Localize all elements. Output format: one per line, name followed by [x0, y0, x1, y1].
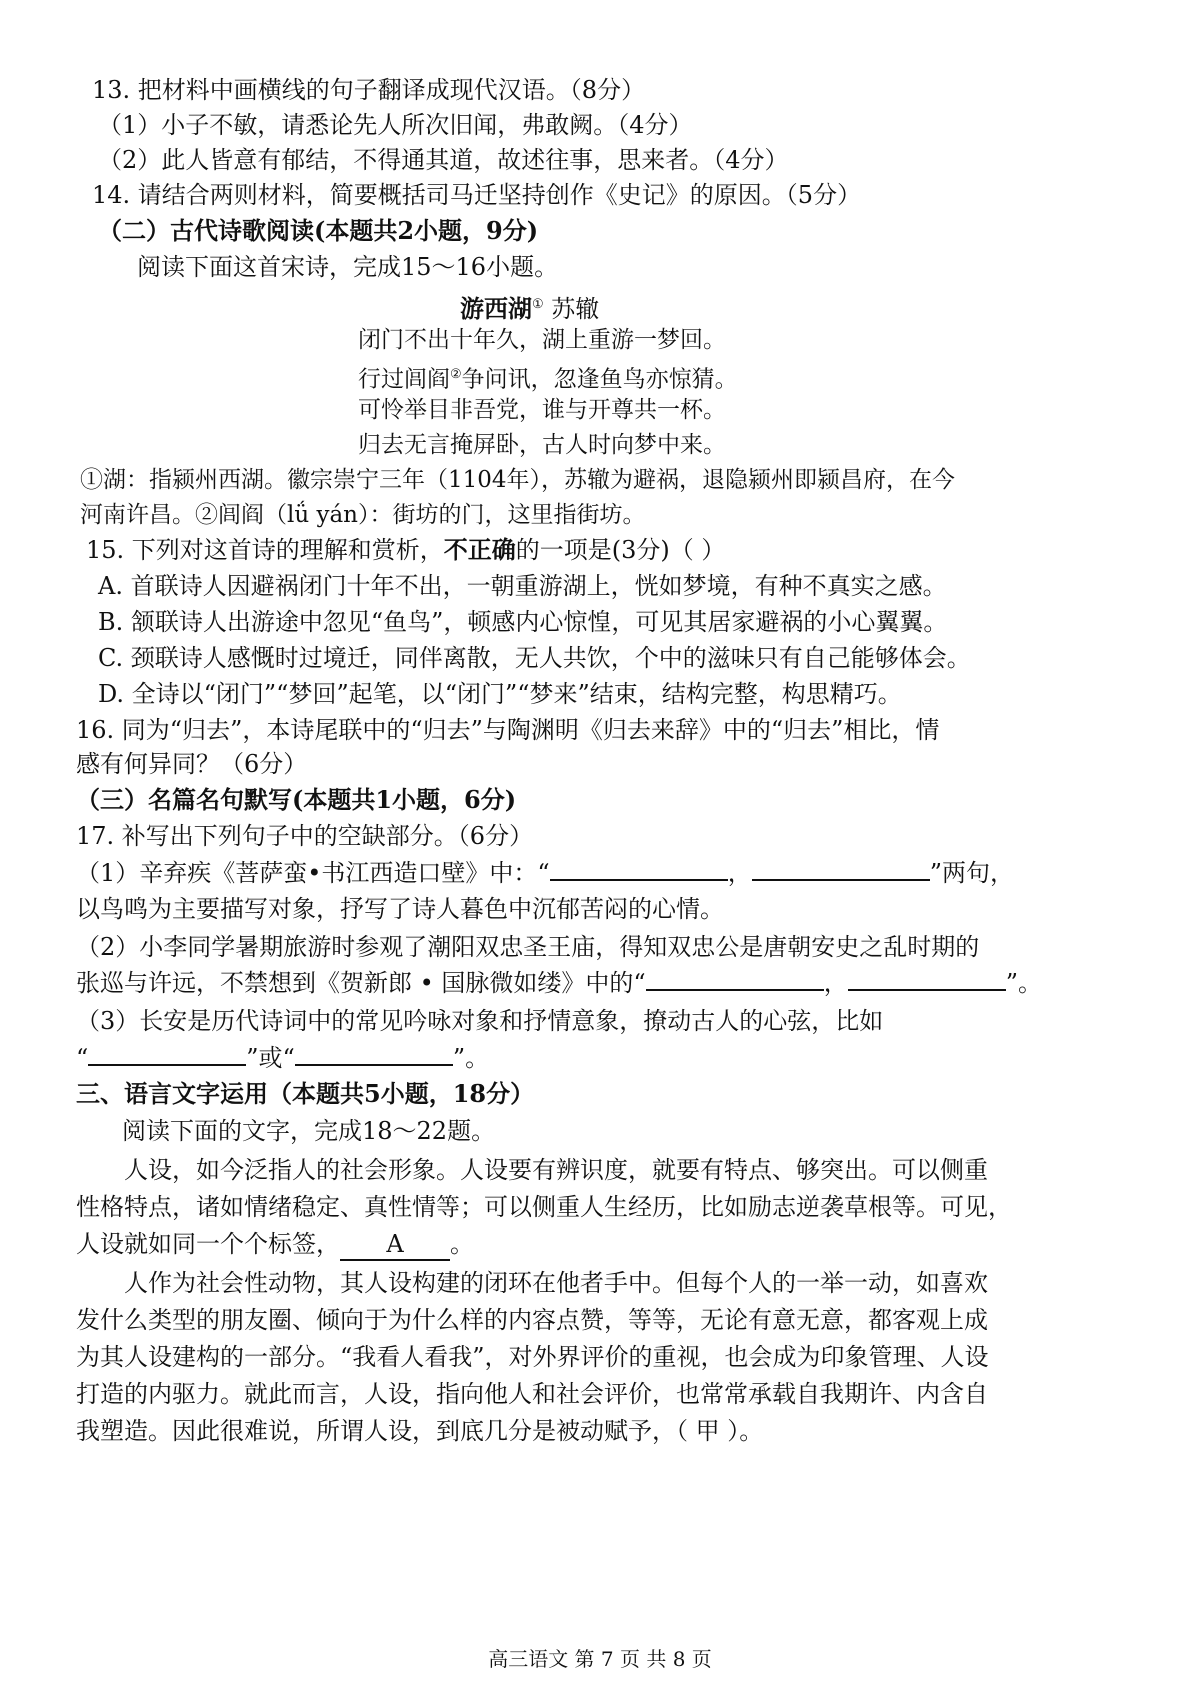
- poem-author: 苏辙: [551, 295, 600, 323]
- q17-1-text-c: ”两句，: [929, 859, 1014, 887]
- poem-title: 游西湖: [460, 294, 532, 323]
- poem-note-1: ①湖：指颍州西湖。徽宗崇宁三年（1104年），苏辙为避祸，退隐颍州即颍昌府，在今: [80, 467, 956, 493]
- q17-3-text-b: ”或“: [246, 1044, 295, 1072]
- passage-p2-line-3: 为其人设建构的一部分。“我看人看我”，对外界评价的重视，也会成为印象管理、人设: [76, 1343, 989, 1371]
- q17-item-2-line-1: （2）小李同学暑期旅游时参观了潮阳双忠圣王庙，得知双忠公是唐朝安史之乱时期的: [76, 933, 980, 961]
- poem-note-mark-2: ②: [450, 367, 462, 382]
- passage-p1-line-3-a: 人设就如同一个个标签，: [76, 1230, 340, 1258]
- passage-p1-line-3-b: 。: [450, 1230, 474, 1258]
- poem-note-mark-1: ①: [532, 297, 544, 312]
- q17-3-text-a: “: [76, 1044, 89, 1072]
- passage-p1-line-1: 人设，如今泛指人的社会形象。人设要有辨识度，就要有特点、够突出。可以侧重: [124, 1156, 988, 1184]
- q15-option-c: C. 颈联诗人感慨时过境迁，同伴离散，无人共饮，个中的滋味只有自己能够体会。: [98, 644, 971, 672]
- q16-line-2: 感有何异同？（6分）: [76, 750, 308, 778]
- q17-1-blank-2[interactable]: [752, 857, 930, 881]
- q15-option-a: A. 首联诗人因避祸闭门十年不出，一朝重游湖上，恍如梦境，有种不真实之感。: [98, 572, 947, 600]
- passage-p2-line-5: 我塑造。因此很难说，所谓人设，到底几分是被动赋予，（ 甲 ）。: [76, 1417, 764, 1445]
- q17-item-3-line-2: [76, 1040, 489, 1076]
- q15-stem: [86, 532, 725, 568]
- page-footer: 高三语文 第 7 页 共 8 页: [488, 1647, 712, 1671]
- q13-sentence-1: （1）小子不敏，请悉论先人所次旧闻，弗敢阙。（4分）: [98, 111, 693, 139]
- passage-p2-line-4: 打造的内驱力。就此而言，人设，指向他人和社会评价，也常常承载自我期许、内含自: [76, 1380, 988, 1408]
- poem-title-line: [460, 287, 599, 327]
- poem-note-2: 河南许昌。②闾阎（lǘ yán）：街坊的门，这里指街坊。: [80, 502, 646, 528]
- q13-sentence-2: （2）此人皆意有郁结，不得通其道，故述往事，思来者。（4分）: [98, 146, 789, 174]
- passage-p1-line-2: 性格特点，诸如情绪稳定、真性情等；可以侧重人生经历，比如励志逆袭草根等。可见，: [76, 1193, 1012, 1221]
- q17-item-3-line-1: （3）长安是历代诗词中的常见吟咏对象和抒情意象，撩动古人的心弦，比如: [76, 1007, 884, 1035]
- q17-2-text-a: 张巡与许远，不禁想到《贺新郎 • 国脉微如缕》中的“: [76, 969, 646, 997]
- poem-line-2-b: 争问讯，忽逢鱼鸟亦惊猜。: [461, 366, 738, 393]
- q15-stem-b: 的一项是(3分)（ ）: [515, 536, 726, 564]
- poem-line-4: 归去无言掩屏卧，古人时向梦中来。: [358, 432, 726, 458]
- section-3-heading: （三）名篇名句默写(本题共1小题，6分): [76, 785, 517, 814]
- q15-stem-bold: 不正确: [443, 535, 516, 564]
- blank-a[interactable]: A: [340, 1229, 450, 1261]
- q17-2-text-c: ”。: [1005, 969, 1042, 997]
- passage-p2-line-2: 发什么类型的朋友圈、倾向于为什么样的内容点赞，等等，无论有意无意，都客观上成: [76, 1306, 988, 1334]
- q17-1-blank-1[interactable]: [550, 857, 728, 881]
- q17-item-2-line-2: [76, 965, 1042, 1001]
- q17-3-blank-1[interactable]: [88, 1042, 246, 1066]
- q17-1-text-a: （1）辛弃疾《菩萨蛮•书江西造口壁》中：“: [76, 859, 550, 887]
- part-3-intro: 阅读下面的文字，完成18～22题。: [122, 1117, 496, 1145]
- poem-line-3: 可怜举目非吾党，谁与开尊共一杯。: [358, 397, 726, 423]
- poem-line-2-a: 行过闾阎: [358, 366, 450, 393]
- q17-item-1-line-2: 以鸟鸣为主要描写对象，抒写了诗人暮色中沉郁苦闷的心情。: [76, 895, 724, 923]
- q17-3-blank-2[interactable]: [295, 1042, 453, 1066]
- section-2-intro: 阅读下面这首宋诗，完成15～16小题。: [137, 253, 559, 281]
- q13-title: 13. 把材料中画横线的句子翻译成现代汉语。（8分）: [92, 76, 646, 104]
- q15-stem-a: 15. 下列对这首诗的理解和赏析，: [86, 536, 444, 564]
- q17-title: 17. 补写出下列句子中的空缺部分。（6分）: [76, 822, 534, 850]
- passage-p2-line-1: 人作为社会性动物，其人设构建的闭环在他者手中。但每个人的一举一动，如喜欢: [124, 1269, 988, 1297]
- q17-2-text-b: ，: [823, 969, 848, 997]
- q17-1-text-b: ，: [727, 859, 752, 887]
- q16-line-1: 16. 同为“归去”，本诗尾联中的“归去”与陶渊明《归去来辞》中的“归去”相比，情: [76, 716, 940, 744]
- poem-line-1: 闭门不出十年久，湖上重游一梦回。: [358, 327, 726, 353]
- q17-2-blank-1[interactable]: [646, 967, 824, 991]
- passage-p1-line-3: [76, 1226, 474, 1262]
- q15-option-b: B. 颔联诗人出游途中忽见“鱼鸟”，顿感内心惊惶，可见其居家避祸的小心翼翼。: [98, 608, 948, 636]
- q14-title: 14. 请结合两则材料，简要概括司马迁坚持创作《史记》的原因。（5分）: [92, 181, 862, 209]
- part-3-heading: 三、语言文字运用（本题共5小题，18分）: [76, 1079, 535, 1108]
- q17-2-blank-2[interactable]: [848, 967, 1006, 991]
- q17-item-1-line-1: [76, 855, 1014, 891]
- q17-3-text-c: ”。: [452, 1044, 490, 1072]
- section-2-heading: （二）古代诗歌阅读(本题共2小题，9分): [98, 216, 539, 245]
- q15-option-d: D. 全诗以“闭门”“梦回”起笔，以“闭门”“梦来”结束，结构完整，构思精巧。: [98, 680, 902, 708]
